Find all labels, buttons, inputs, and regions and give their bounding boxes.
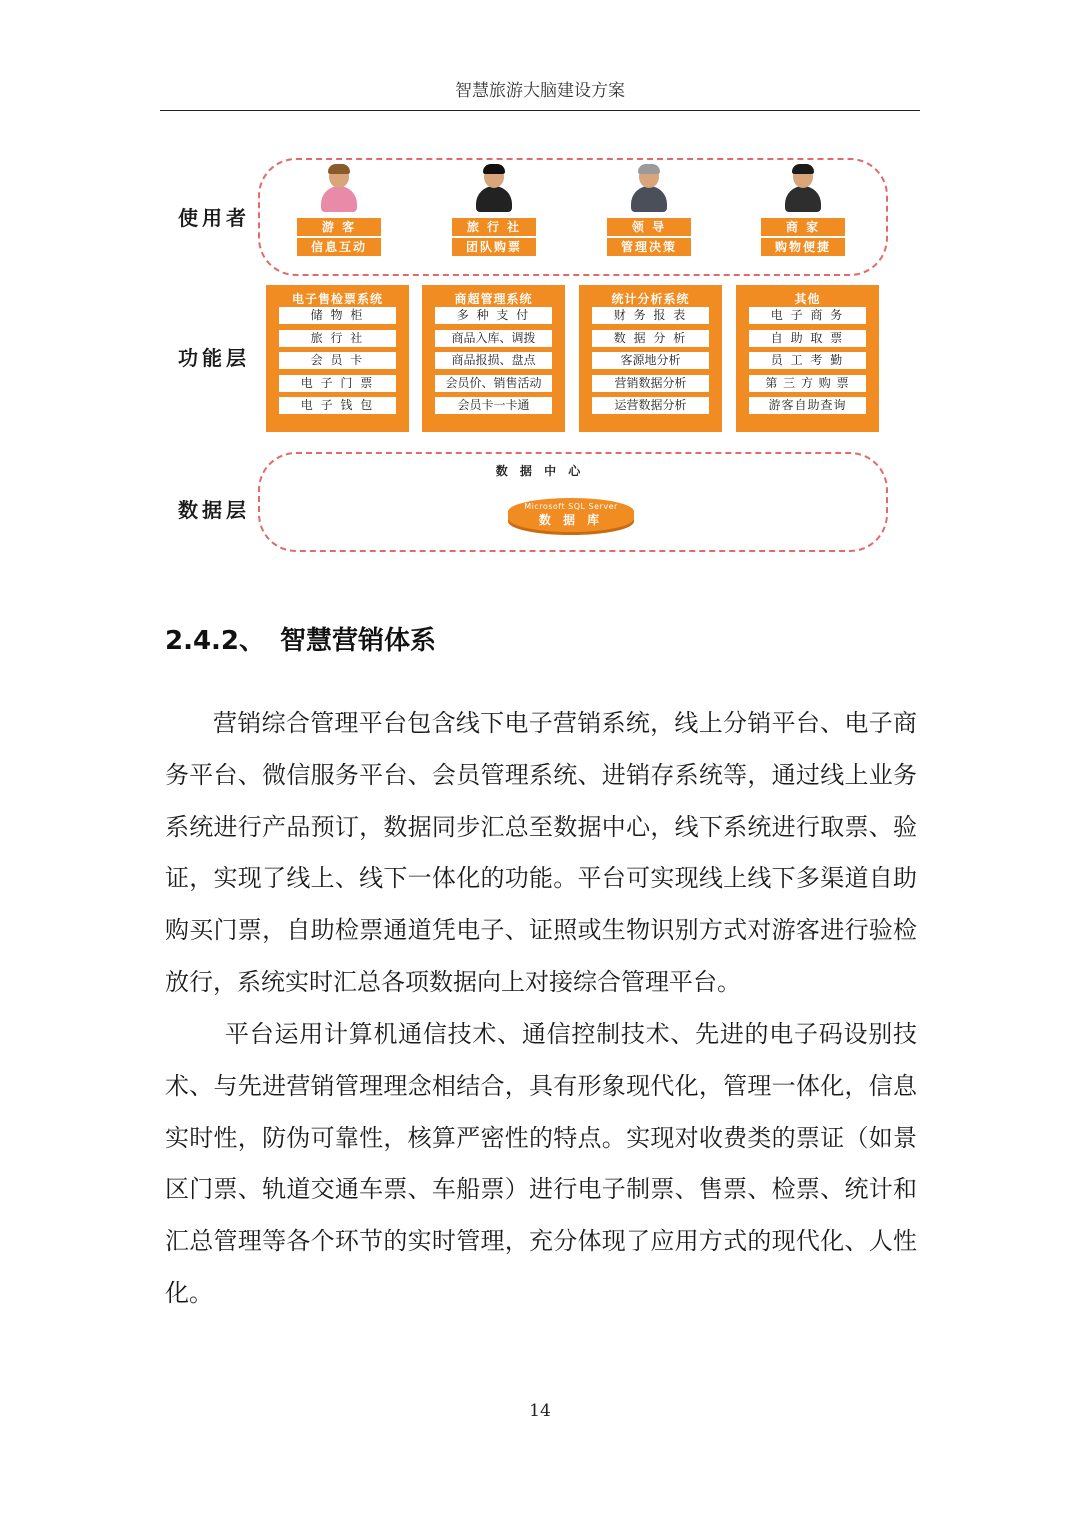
- function-item: 自 助 取 票: [749, 330, 866, 347]
- layer-label-data: 数据层: [178, 498, 250, 522]
- database-label: 数 据 库: [538, 513, 604, 527]
- user-desc: 管理决策: [607, 238, 691, 256]
- function-box-title: 商超管理系统: [454, 292, 533, 306]
- body-paragraph: 营销综合管理平台包含线下电子营销系统，线上分销平台、电子商务平台、微信服务平台、会员管理系统、进销存系统等，通过线上业务系统进行产品预订，数据同步汇总至数据中心，线下系统进行取票、验证，实现了线上、线下一体化的功能。平台可实现线上线下多渠道自助购买门票，自助检票通道凭电子、证照或生物识别方式对游客进行验检放行，系统实时汇总各项数据向上对接综合管理平台。: [165, 709, 917, 996]
- layer-label-users: 使用者: [178, 206, 250, 230]
- function-item: 商品入库、调拨: [435, 330, 552, 347]
- function-item: 客源地分析: [592, 352, 709, 369]
- function-item: 储 物 柜: [279, 307, 396, 324]
- user-desc: 团队购票: [452, 238, 536, 256]
- layer-label-function: 功能层: [178, 346, 250, 370]
- user-travel-agency: [449, 166, 539, 258]
- function-item: 游客自助查询: [749, 397, 866, 414]
- function-item: 会员价、销售活动: [435, 375, 552, 392]
- user-merchant: [758, 166, 848, 258]
- function-item: 运营数据分析: [592, 397, 709, 414]
- function-item: 营销数据分析: [592, 375, 709, 392]
- function-box-title: 电子售检票系统: [291, 292, 383, 306]
- function-box-ticketing: [266, 285, 409, 432]
- section-title: 智慧营销体系: [280, 626, 437, 656]
- section-number: 2.4.2、: [165, 626, 266, 656]
- architecture-diagram: [160, 150, 920, 560]
- function-box-analytics: [579, 285, 722, 432]
- merchant-person-icon: [783, 166, 823, 214]
- user-role: 领 导: [607, 218, 691, 236]
- running-header: 智慧旅游大脑建设方案: [455, 81, 625, 101]
- user-role: 旅 行 社: [452, 218, 536, 236]
- database-icon: [508, 498, 634, 532]
- function-item: 电 子 钱 包: [279, 397, 396, 414]
- body-paragraph: 平台运用计算机通信技术、通信控制技术、先进的电子码设别技术、与先进营销管理理念相结合，具有形象现代化，管理一体化，信息实时性，防伪可靠性，核算严密性的特点。实现对收费类的票证（如景区门票、轨道交通车票、车船票）进行电子制票、售票、检票、统计和汇总管理等各个环节的实时管理，充分体现了应用方式的现代化、人性化。: [165, 1020, 917, 1307]
- travel-agency-person-icon: [474, 166, 514, 214]
- function-item: 商品报损、盘点: [435, 352, 552, 369]
- user-role: 游 客: [297, 218, 381, 236]
- function-box-title: 统计分析系统: [611, 292, 690, 306]
- user-desc: 购物便捷: [761, 238, 845, 256]
- page-number: 14: [529, 1401, 551, 1421]
- female-tourist-icon: [319, 166, 359, 214]
- header-divider: [160, 110, 920, 111]
- function-box-title: 其他: [794, 292, 821, 306]
- user-tourist: [294, 166, 384, 258]
- function-item: 数 据 分 析: [592, 330, 709, 347]
- data-center-title: 数 据 中 心: [495, 464, 585, 478]
- user-role: 商 家: [761, 218, 845, 236]
- function-item: 会 员 卡: [279, 352, 396, 369]
- function-item: 财 务 报 表: [592, 307, 709, 324]
- user-leader: [604, 166, 694, 258]
- leader-person-icon: [629, 166, 669, 214]
- function-item: 多 种 支 付: [435, 307, 552, 324]
- function-item: 第 三 方 购 票: [749, 375, 866, 392]
- function-item: 会员卡一卡通: [435, 397, 552, 414]
- function-item: 电 子 门 票: [279, 375, 396, 392]
- function-item: 旅 行 社: [279, 330, 396, 347]
- function-item: 员 工 考 勤: [749, 352, 866, 369]
- section-heading: [165, 620, 436, 657]
- database-vendor: Microsoft SQL Server: [524, 502, 618, 511]
- function-box-retail: [422, 285, 565, 432]
- function-item: 电 子 商 务: [749, 307, 866, 324]
- user-desc: 信息互动: [297, 238, 381, 256]
- function-box-other: [736, 285, 879, 432]
